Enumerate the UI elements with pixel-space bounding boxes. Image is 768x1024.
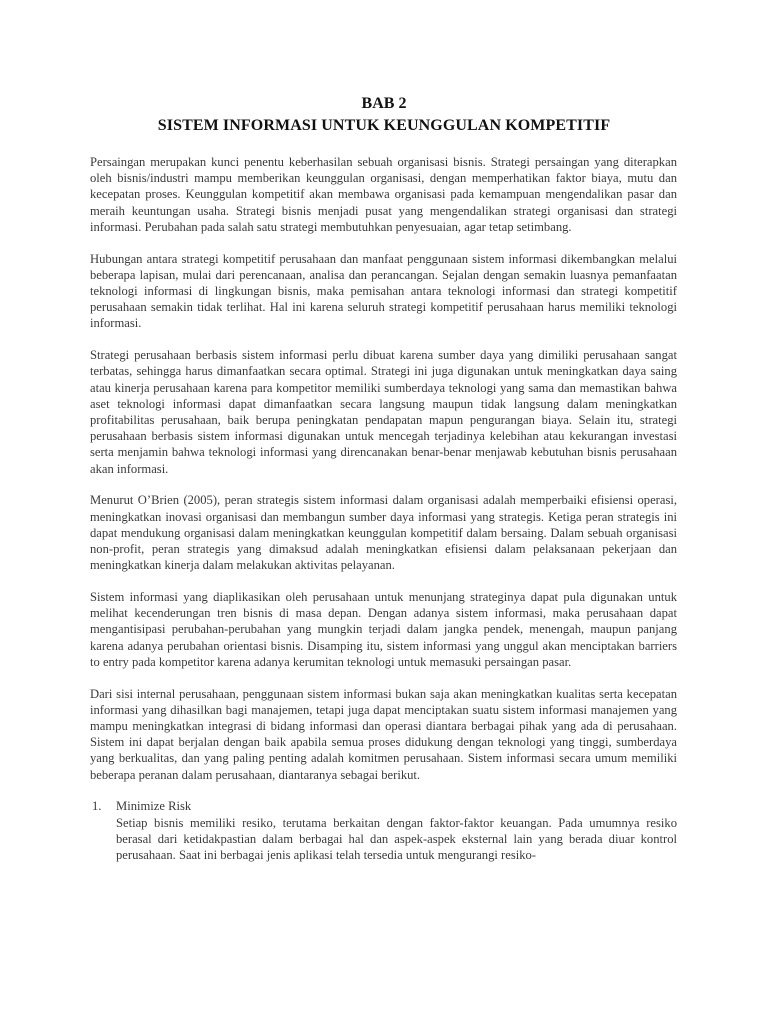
list-item-text: Setiap bisnis memiliki resiko, terutama berkaitan dengan faktor-faktor keuangan. Pada umumnya resiko berasal dari ketidakpastian dalam berbagai hal dan aspek-aspek eksternal lain yang berada diuar kontrol perusahaan. Saat ini berbagai jenis aplikasi telah tersedia untuk mengurangi resiko- <box>116 815 677 863</box>
paragraph: Hubungan antara strategi kompetitif perusahaan dan manfaat penggunaan sistem informasi dikembangkan melalui beberapa lapisan, mulai dari perencanaan, analisa dan perancangan. Sejalan dengan semakin luasnya pemanfaatan teknologi informasi di lingkungan bisnis, maka pemisahan antara teknologi informasi dan strategi kompetitif perusahaan semakin tidak terlihat. Hal ini karena seluruh strategi kompetitif perusahaan harus memiliki teknologi informasi. <box>90 251 677 331</box>
numbered-list <box>90 798 677 863</box>
paragraph: Dari sisi internal perusahaan, penggunaan sistem informasi bukan saja akan meningkatkan kualitas serta kecepatan informasi yang dihasilkan bagi manajemen, tetapi juga dapat menciptakan suatu sistem informasi manajemen yang mampu meningkatkan integrasi di bidang informasi dan operasi diantara berbagai pihak yang ada di perusahaan. Sistem ini dapat berjalan dengan baik apabila semua proses didukung dengan teknologi yang tinggi, sumberdaya yang berkualitas, dan yang paling penting adalah komitmen perusahaan. Sistem informasi secara umum memiliki beberapa peranan dalam perusahaan, diantaranya sebagai berikut. <box>90 686 677 782</box>
list-item <box>90 798 677 863</box>
list-item-title: Minimize Risk <box>116 799 192 814</box>
paragraph: Persaingan merupakan kunci penentu keberhasilan sebuah organisasi bisnis. Strategi persaingan yang diterapkan oleh bisnis/industri mampu memberikan keunggulan organisasi, dengan memperhatikan faktor biaya, mutu dan kecepatan proses. Keunggulan kompetitif akan membawa organisasi pada kemampuan mengendalikan pasar dan meraih keuntungan usaha. Strategi bisnis menjadi pusat yang mengendalikan strategi organisasi dan strategi informasi. Perubahan pada salah satu strategi membutuhkan penyesuaian, agar tetap setimbang. <box>90 155 677 234</box>
chapter-title: SISTEM INFORMASI UNTUK KEUNGGULAN KOMPETITIF <box>157 117 611 134</box>
paragraph: Sistem informasi yang diaplikasikan oleh perusahaan untuk menunjang strateginya dapat pula digunakan untuk melihat kecenderungan tren bisnis di masa depan. Dengan adanya sistem informasi, maka perusahaan dapat mengantisipasi perubahan-perubahan yang mungkin terjadi dalam jangka pendek, menengah, maupun panjang karena adanya perubahan orientasi bisnis. Disamping itu, sistem informasi yang unggul akan menciptakan barriers to entry pada kompetitor karena adanya kerumitan teknologi untuk memasuki persaingan pasar. <box>90 590 677 669</box>
chapter-heading: BAB 2 <box>361 95 407 112</box>
document-body <box>90 154 677 863</box>
list-item-number: 1. <box>92 799 102 814</box>
paragraph: Menurut O’Brien (2005), peran strategis sistem informasi dalam organisasi adalah memperbaiki efisiensi operasi, meningkatkan inovasi organisasi dan membangun sumber daya informasi yang strategis. Ketiga peran strategis ini dapat mendukung organisasi dalam meningkatkan keunggulan kompetitif dalam bersaing. Dalam sebuah organisasi non-profit, peran strategis yang dimaksud adalah meningkatkan efisiensi dalam pelaksanaan pekerjaan dan meningkatkan kinerja dalam melakukan aktivitas pelayanan. <box>90 493 677 573</box>
paragraph: Strategi perusahaan berbasis sistem informasi perlu dibuat karena sumber daya yang dimiliki perusahaan sangat terbatas, sehingga harus dimanfaatkan secara optimal. Strategi ini juga digunakan untuk meningkatkan daya saing atau kinerja perusahaan karena para kompetitor memiliki sumberdaya teknologi yang sama dan memastikan bahwa aset teknologi informasi dapat dimanfaatkan secara langsung maupun tidak langsung dalam meningkatkan profitabilitas perusahaan, baik berupa peningkatan pendapatan mapun pengurangan biaya. Selain itu, strategi perusahaan berbasis sistem informasi digunakan untuk mencegah terjadinya kelebihan atau kekurangan investasi serta menjamin bahwa teknologi informasi yang direncanakan benar-benar menjawab kebutuhan bisnis perusahaan akan informasi. <box>90 348 677 476</box>
